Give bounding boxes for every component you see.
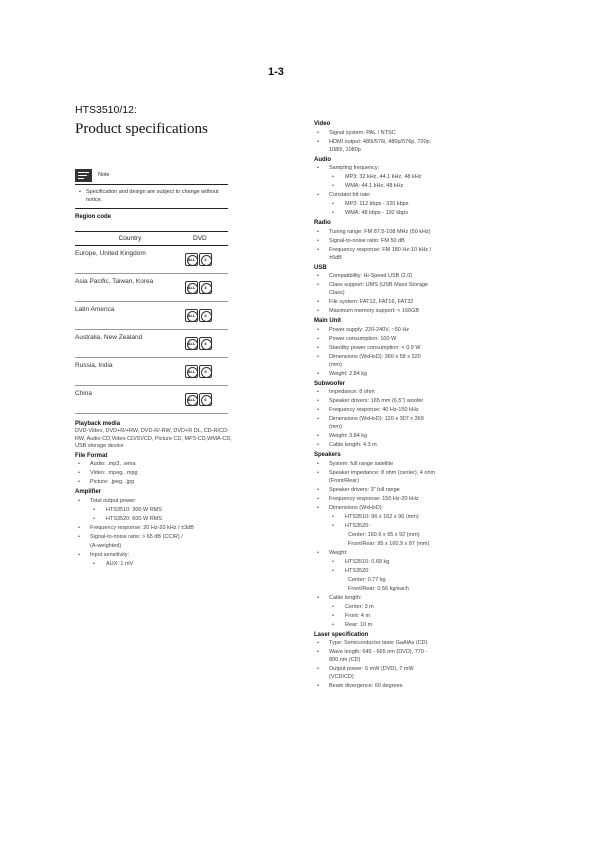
table-row: Russia, India ALL 5 xyxy=(75,358,228,386)
playback-media-text: DVD-Video, DVD+R/+RW, DVD-R/-RW, DVD+R DL, CD-R/CD-RW, Audio CD,Video CD/SVCD, Picture CD, MP3-CD,WMA-CD, USB storage device xyxy=(75,428,232,449)
list-item: (VCD/CD) xyxy=(329,674,354,680)
list-item: • Constant bit rate: xyxy=(314,192,484,200)
list-item: 800 nm (CD) xyxy=(329,657,361,663)
list-item: • Cable length: xyxy=(314,595,484,603)
page-title: Product specifications xyxy=(75,121,208,137)
list-item: • Frequency response: 40 Hz-150 kHz xyxy=(314,407,484,415)
list-item: • Weight: xyxy=(314,550,484,558)
region-6-icon: 6 xyxy=(199,393,212,406)
note-box xyxy=(75,167,228,209)
list-item: • AUX: 1 mV xyxy=(75,561,235,569)
note-label: Note xyxy=(98,172,110,178)
col-dvd: DVD xyxy=(193,235,207,242)
region-code-heading: Region code xyxy=(75,214,112,220)
list-item: • Sampling frequency: xyxy=(314,165,484,173)
list-item: • MP3: 112 kbps - 320 kbps xyxy=(314,201,484,209)
page-number: 1-3 xyxy=(268,66,284,78)
model-number: HTS3510/12: xyxy=(75,104,137,116)
list-item: • Standby power consumption: < 0.9 W xyxy=(314,345,484,353)
region-5-icon: 5 xyxy=(199,365,212,378)
list-item: • Frequency response: 150 Hz-20 kHz xyxy=(314,496,484,504)
speakers-heading: Speakers xyxy=(314,452,341,458)
list-item: • Beam divergence: 60 degrees. xyxy=(314,683,484,691)
laser-heading: Laser specification xyxy=(314,631,369,638)
list-item: (Front/Rear) xyxy=(329,477,359,484)
list-item: • Speaker impedance: 8 ohm (center), 4 ohm xyxy=(314,470,484,478)
list-item: • Dimensions (WxHxD): 360 x 58 x 320 xyxy=(314,354,484,362)
table-row: Australia, New Zealand ALL 4 xyxy=(75,330,228,358)
region-code-table xyxy=(75,231,228,414)
region-2-icon: 2 xyxy=(199,253,212,266)
region-all-icon: ALL xyxy=(185,281,198,294)
list-item: Front/Rear: 95 x 160.9 x 87 (mm) xyxy=(348,540,430,547)
list-item: • Center: 3 m xyxy=(314,604,484,612)
list-item: • Signal system: PAL / NTSC xyxy=(314,130,484,138)
video-heading: Video xyxy=(314,121,331,127)
list-item: • HTS3510: 96 x 162 x 96 (mm) xyxy=(314,514,484,522)
region-4-icon: 4 xyxy=(199,309,212,322)
list-item: • Total output power: xyxy=(75,498,235,506)
subwoofer-heading: Subwoofer xyxy=(314,380,345,387)
list-item: Center: 160.9 x 95 x 92 (mm) xyxy=(348,531,420,538)
table-row: Latin America ALL 4 xyxy=(75,302,228,330)
region-all-icon: ALL xyxy=(185,337,198,350)
list-item: • Weight: 2.84 kg xyxy=(314,371,484,379)
region-4-icon: 4 xyxy=(199,337,212,350)
audio-heading: Audio xyxy=(314,156,331,163)
list-item: • Class support: UMS (USB Mass Storage xyxy=(314,282,484,290)
list-item: • Front: 4 m xyxy=(314,613,484,621)
list-item: (mm) xyxy=(329,361,342,368)
list-item: • HTS3520: 600 W RMS xyxy=(75,516,235,524)
list-item: • Weight: 3.84 kg xyxy=(314,433,484,441)
list-item: • Impedance: 8 ohm xyxy=(314,389,484,397)
col-country: Country xyxy=(118,235,142,242)
list-item: • Video: .mpeg, .mpg xyxy=(75,470,235,478)
left-spec-column xyxy=(75,420,235,570)
list-item: • Tuning range: FM 87.5-108 MHz (50 kHz) xyxy=(314,229,484,237)
list-item: • Output power: 6 mW (DVD), 7 mW xyxy=(314,666,484,674)
list-item: Front/Rear: 0.56 kg/each xyxy=(348,585,409,592)
list-item: • Type: Semiconductor laser GaAlAs (CD) xyxy=(314,640,484,648)
playback-media-heading: Playback media xyxy=(75,421,121,427)
list-item: (A-weighted) xyxy=(90,542,122,549)
list-item: • HTS3520: xyxy=(314,568,484,576)
list-item: (mm) xyxy=(329,424,342,430)
list-item: • WMA: 48 kbps - 192 kbps xyxy=(314,210,484,218)
list-item: • System: full range satellite xyxy=(314,461,484,469)
region-all-icon: ALL xyxy=(185,365,198,378)
list-item: • HTS3510: 300 W RMS xyxy=(75,507,235,515)
list-item: • Power consumption: 100 W xyxy=(314,336,484,344)
list-item: • Wave length: 645 - 665 nm (DVD), 770 - xyxy=(314,649,484,657)
list-item: • Dimensions (WxHxD): xyxy=(314,505,484,513)
list-item: • HTS3520: xyxy=(314,523,484,531)
radio-heading: Radio xyxy=(314,220,331,226)
list-item: 1080i, 1080p xyxy=(329,146,361,153)
list-item: • Speaker drivers: 3" full range xyxy=(314,487,484,495)
list-item: • Picture: .jpeg, .jpg xyxy=(75,479,235,487)
region-3-icon: 3 xyxy=(199,281,212,294)
list-item: • Signal-to-noise ratio: FM 50 dB xyxy=(314,238,484,246)
list-item: • Maximum memory support: < 160GB xyxy=(314,308,484,316)
list-item: Center: 0.77 kg xyxy=(348,576,386,583)
file-format-list xyxy=(75,461,235,487)
table-row: Europe, United Kingdom ALL 2 xyxy=(75,246,228,274)
table-row: China ALL 6 xyxy=(75,386,228,414)
amplifier-list xyxy=(75,498,235,569)
list-item: • HTS3510: 0.68 kg xyxy=(314,559,484,567)
region-all-icon: ALL xyxy=(185,253,198,266)
right-spec-column xyxy=(314,120,484,692)
list-item: • HDMI output: 480i/576i, 480p/576p, 720p, xyxy=(314,139,484,147)
list-item: • Frequency response: 20 Hz-20 kHz / ±3dB xyxy=(75,525,235,533)
list-item: Class) xyxy=(329,290,345,296)
list-item: ±6dB xyxy=(329,254,342,261)
list-item: • Cable length: 4.3 m xyxy=(314,442,484,450)
note-icon xyxy=(75,169,92,182)
main-unit-heading: Main Unit xyxy=(314,318,341,324)
list-item: • Speaker drivers: 165 mm (6.5") woofer xyxy=(314,398,484,406)
list-item: • Input sensitivity: xyxy=(75,552,235,560)
list-item: • Dimensions (WxHxD): 120 x 307 x 369 xyxy=(314,416,484,424)
list-item: • File system: FAT12, FAT16, FAT32 xyxy=(314,299,484,307)
list-item: • Compatibility: Hi-Speed USB (2.0) xyxy=(314,273,484,281)
table-row: Asia Pacific, Taiwan, Korea ALL 3 xyxy=(75,274,228,302)
list-item: • Audio: .mp3, .wma xyxy=(75,461,235,469)
note-text: • Specification and design are subject to change without notice. xyxy=(79,189,219,203)
amplifier-heading: Amplifier xyxy=(75,489,102,495)
region-all-icon: ALL xyxy=(185,393,198,406)
list-item: • Power supply: 220-240V, ~50 Hz xyxy=(314,327,484,335)
list-item: • WMA: 44.1 kHz, 48 kHz xyxy=(314,183,484,191)
region-all-icon: ALL xyxy=(185,309,198,322)
usb-heading: USB xyxy=(314,264,327,271)
list-item: • Frequency response: FM 180 Hz-10 kHz / xyxy=(314,247,484,255)
list-item: • Rear: 10 m xyxy=(314,622,484,630)
list-item: • MP3: 32 kHz, 44.1 kHz, 48 kHz xyxy=(314,174,484,182)
list-item: • Signal-to-noise ratio: > 65 dB (CCIR) / xyxy=(75,534,235,542)
file-format-heading: File Format xyxy=(75,452,108,459)
